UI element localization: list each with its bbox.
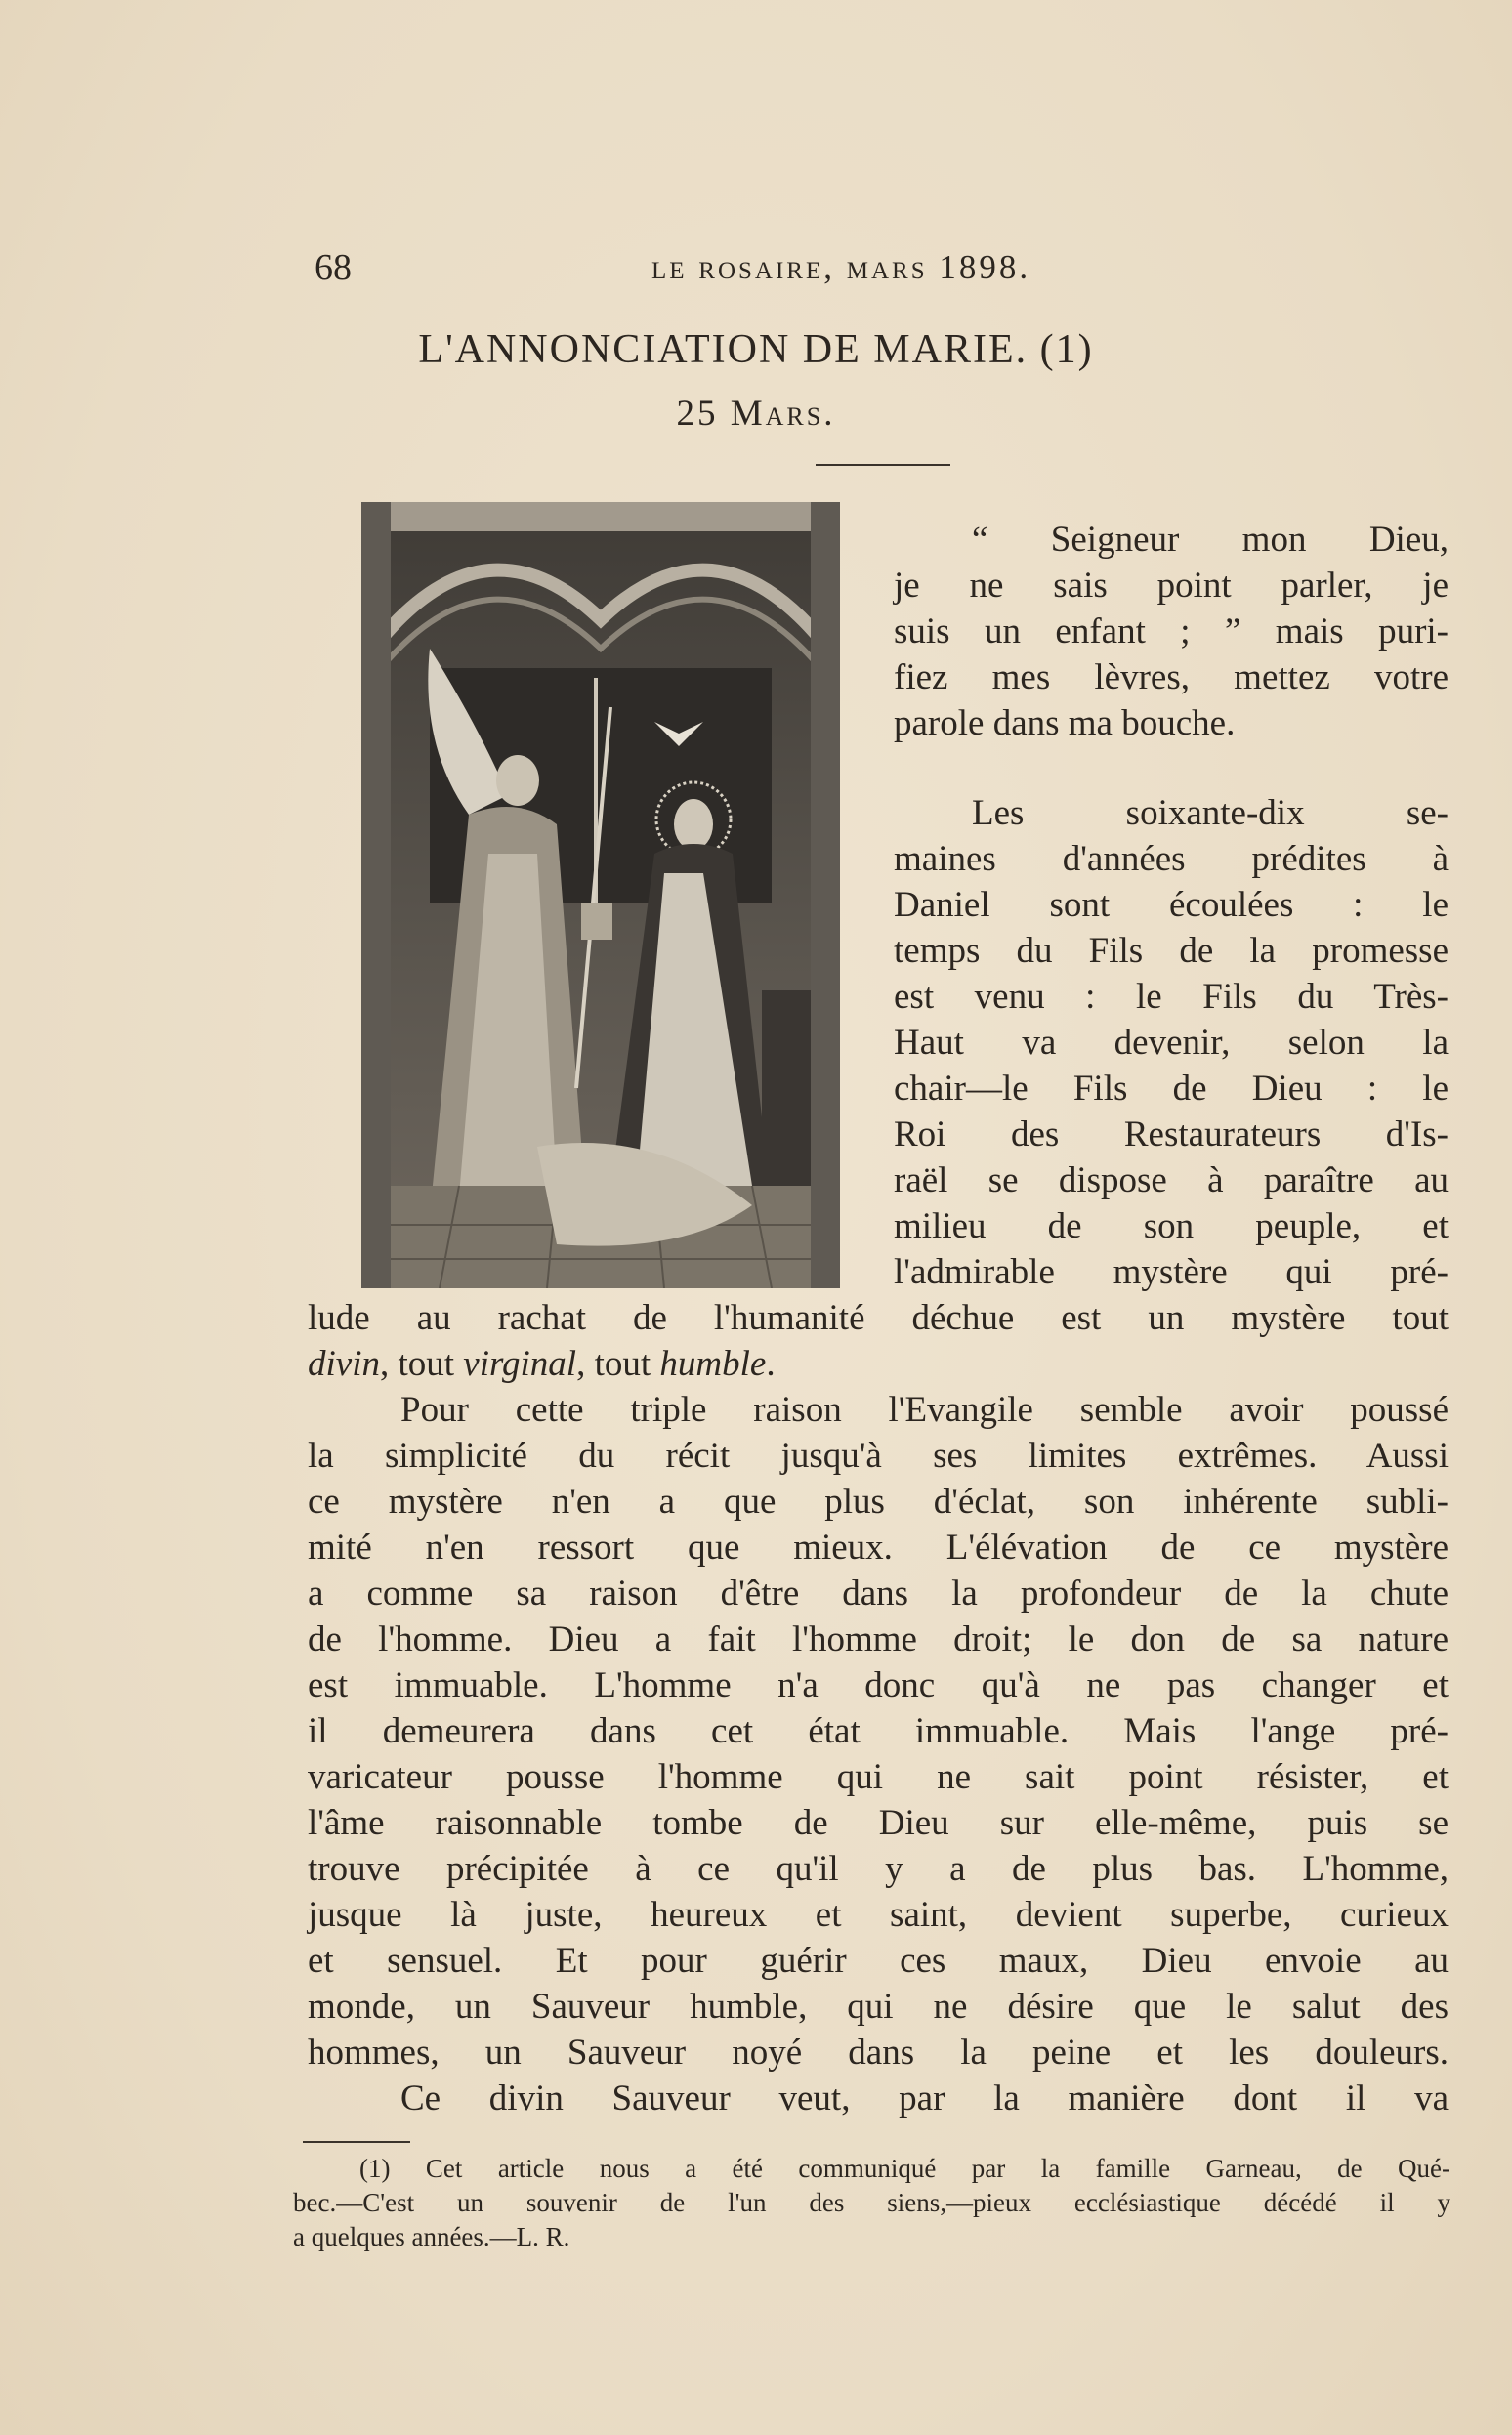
text-line-italic-mix <box>308 1342 1449 1387</box>
text-line: Pour cette triple raison l'Evangile semble avoir poussé <box>400 1390 1449 1430</box>
text-line: temps du Fils de la promesse <box>894 931 1449 971</box>
text-line: et sensuel. Et pour guérir ces maux, Dieu envoie au <box>308 1941 1449 1981</box>
text-line: Haut va devenir, selon la <box>894 1023 1449 1063</box>
text-line: trouve précipitée à ce qu'il y a de plus bas. L'homme, <box>308 1849 1449 1889</box>
text-line: parole dans ma bouche. <box>894 703 1236 743</box>
article-title: L'ANNONCIATION DE MARIE. (1) <box>418 327 1094 372</box>
text-line: varicateur pousse l'homme qui ne sait point résister, et <box>308 1757 1449 1797</box>
text-fragment: , tout <box>379 1344 464 1384</box>
text-line: Roi des Restaurateurs d'Is- <box>894 1114 1449 1155</box>
footnote-line: a quelques années.—L. R. <box>293 2222 570 2251</box>
text-line: mité n'en ressort que mieux. L'élévation de ce mystère <box>308 1528 1449 1568</box>
annunciation-illustration <box>361 502 840 1288</box>
text-line: est immuable. L'homme n'a donc qu'à ne pas changer et <box>308 1665 1449 1705</box>
text-line: milieu de son peuple, et <box>894 1206 1449 1246</box>
text-line: Ce divin Sauveur veut, par la manière dont il va <box>400 2078 1449 2119</box>
text-line: ce mystère n'en a que plus d'éclat, son inhérente subli- <box>308 1482 1449 1522</box>
italic-word: divin <box>308 1344 380 1384</box>
footnote-line: bec.—C'est un souvenir de l'un des siens,—pieux ecclésiastique décédé il y <box>293 2188 1450 2217</box>
text-line: raël se dispose à paraître au <box>894 1160 1449 1200</box>
italic-word: virginal <box>463 1344 577 1384</box>
text-line: l'âme raisonnable tombe de Dieu sur elle-même, puis se <box>308 1803 1449 1843</box>
text-line: monde, un Sauveur humble, qui ne désire que le salut des <box>308 1987 1449 2027</box>
text-line: jusque là juste, heureux et saint, devient superbe, curieux <box>308 1895 1449 1935</box>
text-line: Les soixante-dix se- <box>972 793 1449 833</box>
text-line: hommes, un Sauveur noyé dans la peine et les douleurs. <box>308 2033 1449 2073</box>
text-line: je ne sais point parler, je <box>894 566 1449 606</box>
text-line: Daniel sont écoulées : le <box>894 885 1449 925</box>
text-line: “ Seigneur mon Dieu, <box>972 520 1449 560</box>
running-head: le rosaire, mars 1898. <box>651 248 1031 286</box>
footnote-rule <box>303 2141 410 2143</box>
text-line: chair—le Fils de Dieu : le <box>894 1069 1449 1109</box>
page-number: 68 <box>315 247 352 288</box>
text-line: la simplicité du récit jusqu'à ses limites extrêmes. Aussi <box>308 1436 1449 1476</box>
text-line: lude au rachat de l'humanité déchue est un mystère tout <box>308 1298 1449 1338</box>
text-line: fiez mes lèvres, mettez votre <box>894 657 1449 697</box>
text-line: de l'homme. Dieu a fait l'homme droit; le don de sa nature <box>308 1619 1449 1659</box>
text-line: l'admirable mystère qui pré- <box>894 1252 1449 1292</box>
text-fragment: . <box>766 1344 776 1384</box>
footnote-line: (1) Cet article nous a été communiqué par la famille Garneau, de Qué- <box>359 2154 1450 2183</box>
text-fragment: , tout <box>576 1344 660 1384</box>
page-header <box>315 246 1448 295</box>
text-line: il demeurera dans cet état immuable. Mais l'ange pré- <box>308 1711 1449 1751</box>
text-line: est venu : le Fils du Très- <box>894 977 1449 1017</box>
annunciation-picture <box>361 502 840 1288</box>
title-rule <box>816 464 950 466</box>
text-line: suis un enfant ; ” mais puri- <box>894 611 1449 651</box>
italic-word: humble <box>659 1344 767 1384</box>
article-date: 25 Mars. <box>676 394 836 434</box>
text-line: a comme sa raison d'être dans la profondeur de la chute <box>308 1574 1449 1614</box>
text-line: maines d'années prédites à <box>894 839 1449 879</box>
